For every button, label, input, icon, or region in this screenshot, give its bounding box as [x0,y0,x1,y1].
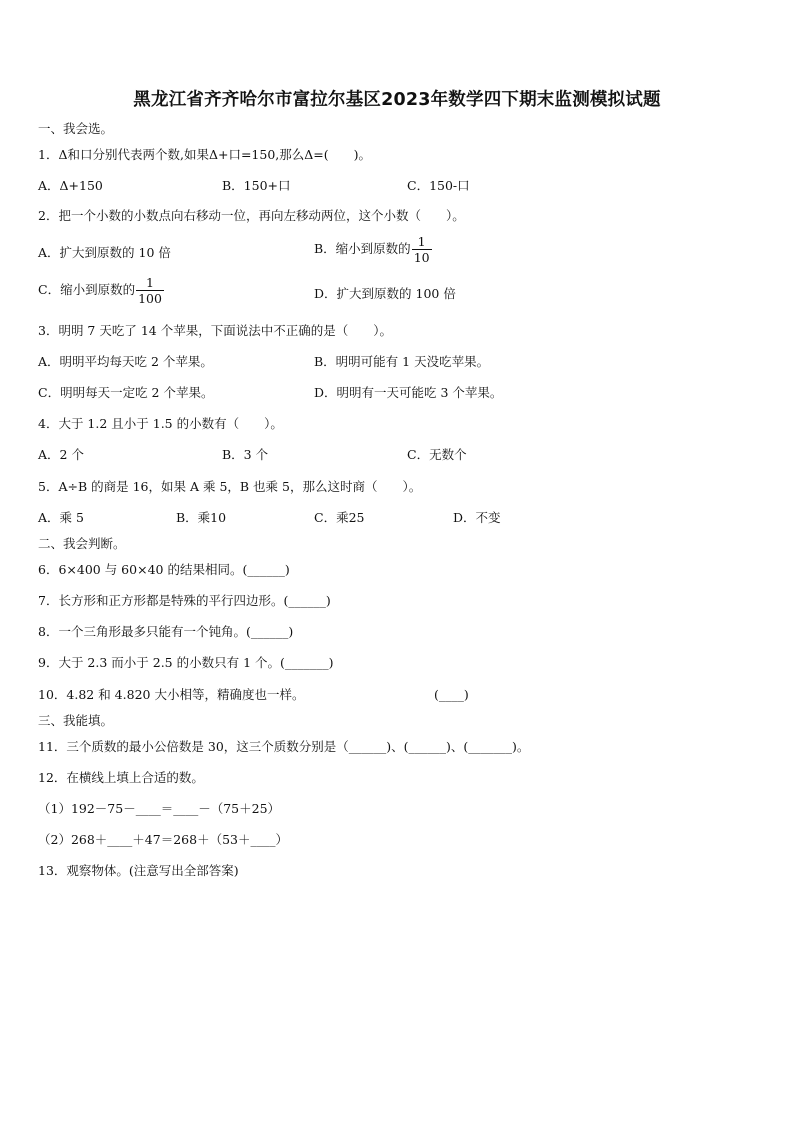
section-heading-judge: 二、我会判断。 [38,536,126,551]
question-5-option-d[interactable]: D．不变 [453,510,501,525]
question-1-option-a[interactable]: A．Δ+150 [38,178,103,193]
question-10-answer-blank[interactable]: (____) [434,687,469,702]
question-1-option-c[interactable]: C．150-口 [407,178,470,193]
question-10-stem: 10．4.82 和 4.820 大小相等，精确度也一样。 [38,687,305,702]
question-5-option-a[interactable]: A．乘 5 [38,510,84,525]
question-2-option-c-text: C．缩小到原数的 [38,282,136,297]
question-4-option-a[interactable]: A．2 个 [38,447,84,462]
question-4-option-b[interactable]: B．3 个 [222,447,269,462]
question-2-option-b-text: B．缩小到原数的 [314,241,411,256]
section-heading-fill: 三、我能填。 [38,713,114,728]
question-3-stem: 3．明明 7 天吃了 14 个苹果，下面说法中不正确的是（ ）。 [38,323,392,338]
page-title: 黑龙江省齐齐哈尔市富拉尔基区2023年数学四下期末监测模拟试题 [133,90,661,110]
question-2-stem: 2．把一个小数的小数点向右移动一位，再向左移动两位，这个小数（ ）。 [38,208,465,223]
question-5-option-b[interactable]: B．乘10 [176,510,227,525]
question-9[interactable]: 9．大于 2.3 而小于 2.5 的小数只有 1 个。(_______) [38,655,334,670]
question-2-option-b[interactable] [314,234,432,265]
question-2-option-a[interactable]: A．扩大到原数的 10 倍 [38,245,171,260]
fraction-one-tenth: $\frac{1}{10}$ [413,234,430,265]
question-2-option-c[interactable] [38,275,164,306]
question-12-part-1[interactable]: （1）192－75－____＝____－（75＋25） [38,801,281,816]
question-13-stem: 13．观察物体。(注意写出全部答案) [38,863,239,878]
question-2-option-d[interactable]: D．扩大到原数的 100 倍 [314,286,456,301]
question-5-option-c[interactable]: C．乘25 [314,510,365,525]
question-3-option-c[interactable]: C．明明每天一定吃 2 个苹果。 [38,385,214,400]
question-12-part-2[interactable]: （2）268＋____＋47＝268＋（53＋____） [38,832,288,847]
section-heading-choice: 一、我会选。 [38,121,114,136]
question-7[interactable]: 7．长方形和正方形都是特殊的平行四边形。(______) [38,593,331,608]
question-4-stem: 4．大于 1.2 且小于 1.5 的小数有（ ）。 [38,416,283,431]
question-4-option-c[interactable]: C．无数个 [407,447,467,462]
question-1-option-b[interactable]: B．150+口 [222,178,291,193]
question-1-stem: 1．Δ和口分别代表两个数,如果Δ+口=150,那么Δ=( )。 [38,147,372,162]
question-3-option-b[interactable]: B．明明可能有 1 天没吃苹果。 [314,354,490,369]
question-11[interactable]: 11．三个质数的最小公倍数是 30，这三个质数分别是（______)、(______)、(_______)。 [38,739,530,754]
question-3-option-d[interactable]: D．明明有一天可能吃 3 个苹果。 [314,385,503,400]
question-5-stem: 5．A÷B 的商是 16，如果 A 乘 5，B 也乘 5，那么这时商（ ）。 [38,479,422,494]
question-6[interactable]: 6．6×400 与 60×40 的结果相同。(______) [38,562,290,577]
question-8[interactable]: 8．一个三角形最多只能有一个钝角。(______) [38,624,294,639]
fraction-one-hundredth: $\frac{1}{100}$ [138,275,162,306]
question-3-option-a[interactable]: A．明明平均每天吃 2 个苹果。 [38,354,213,369]
question-12-stem: 12．在横线上填上合适的数。 [38,770,204,785]
